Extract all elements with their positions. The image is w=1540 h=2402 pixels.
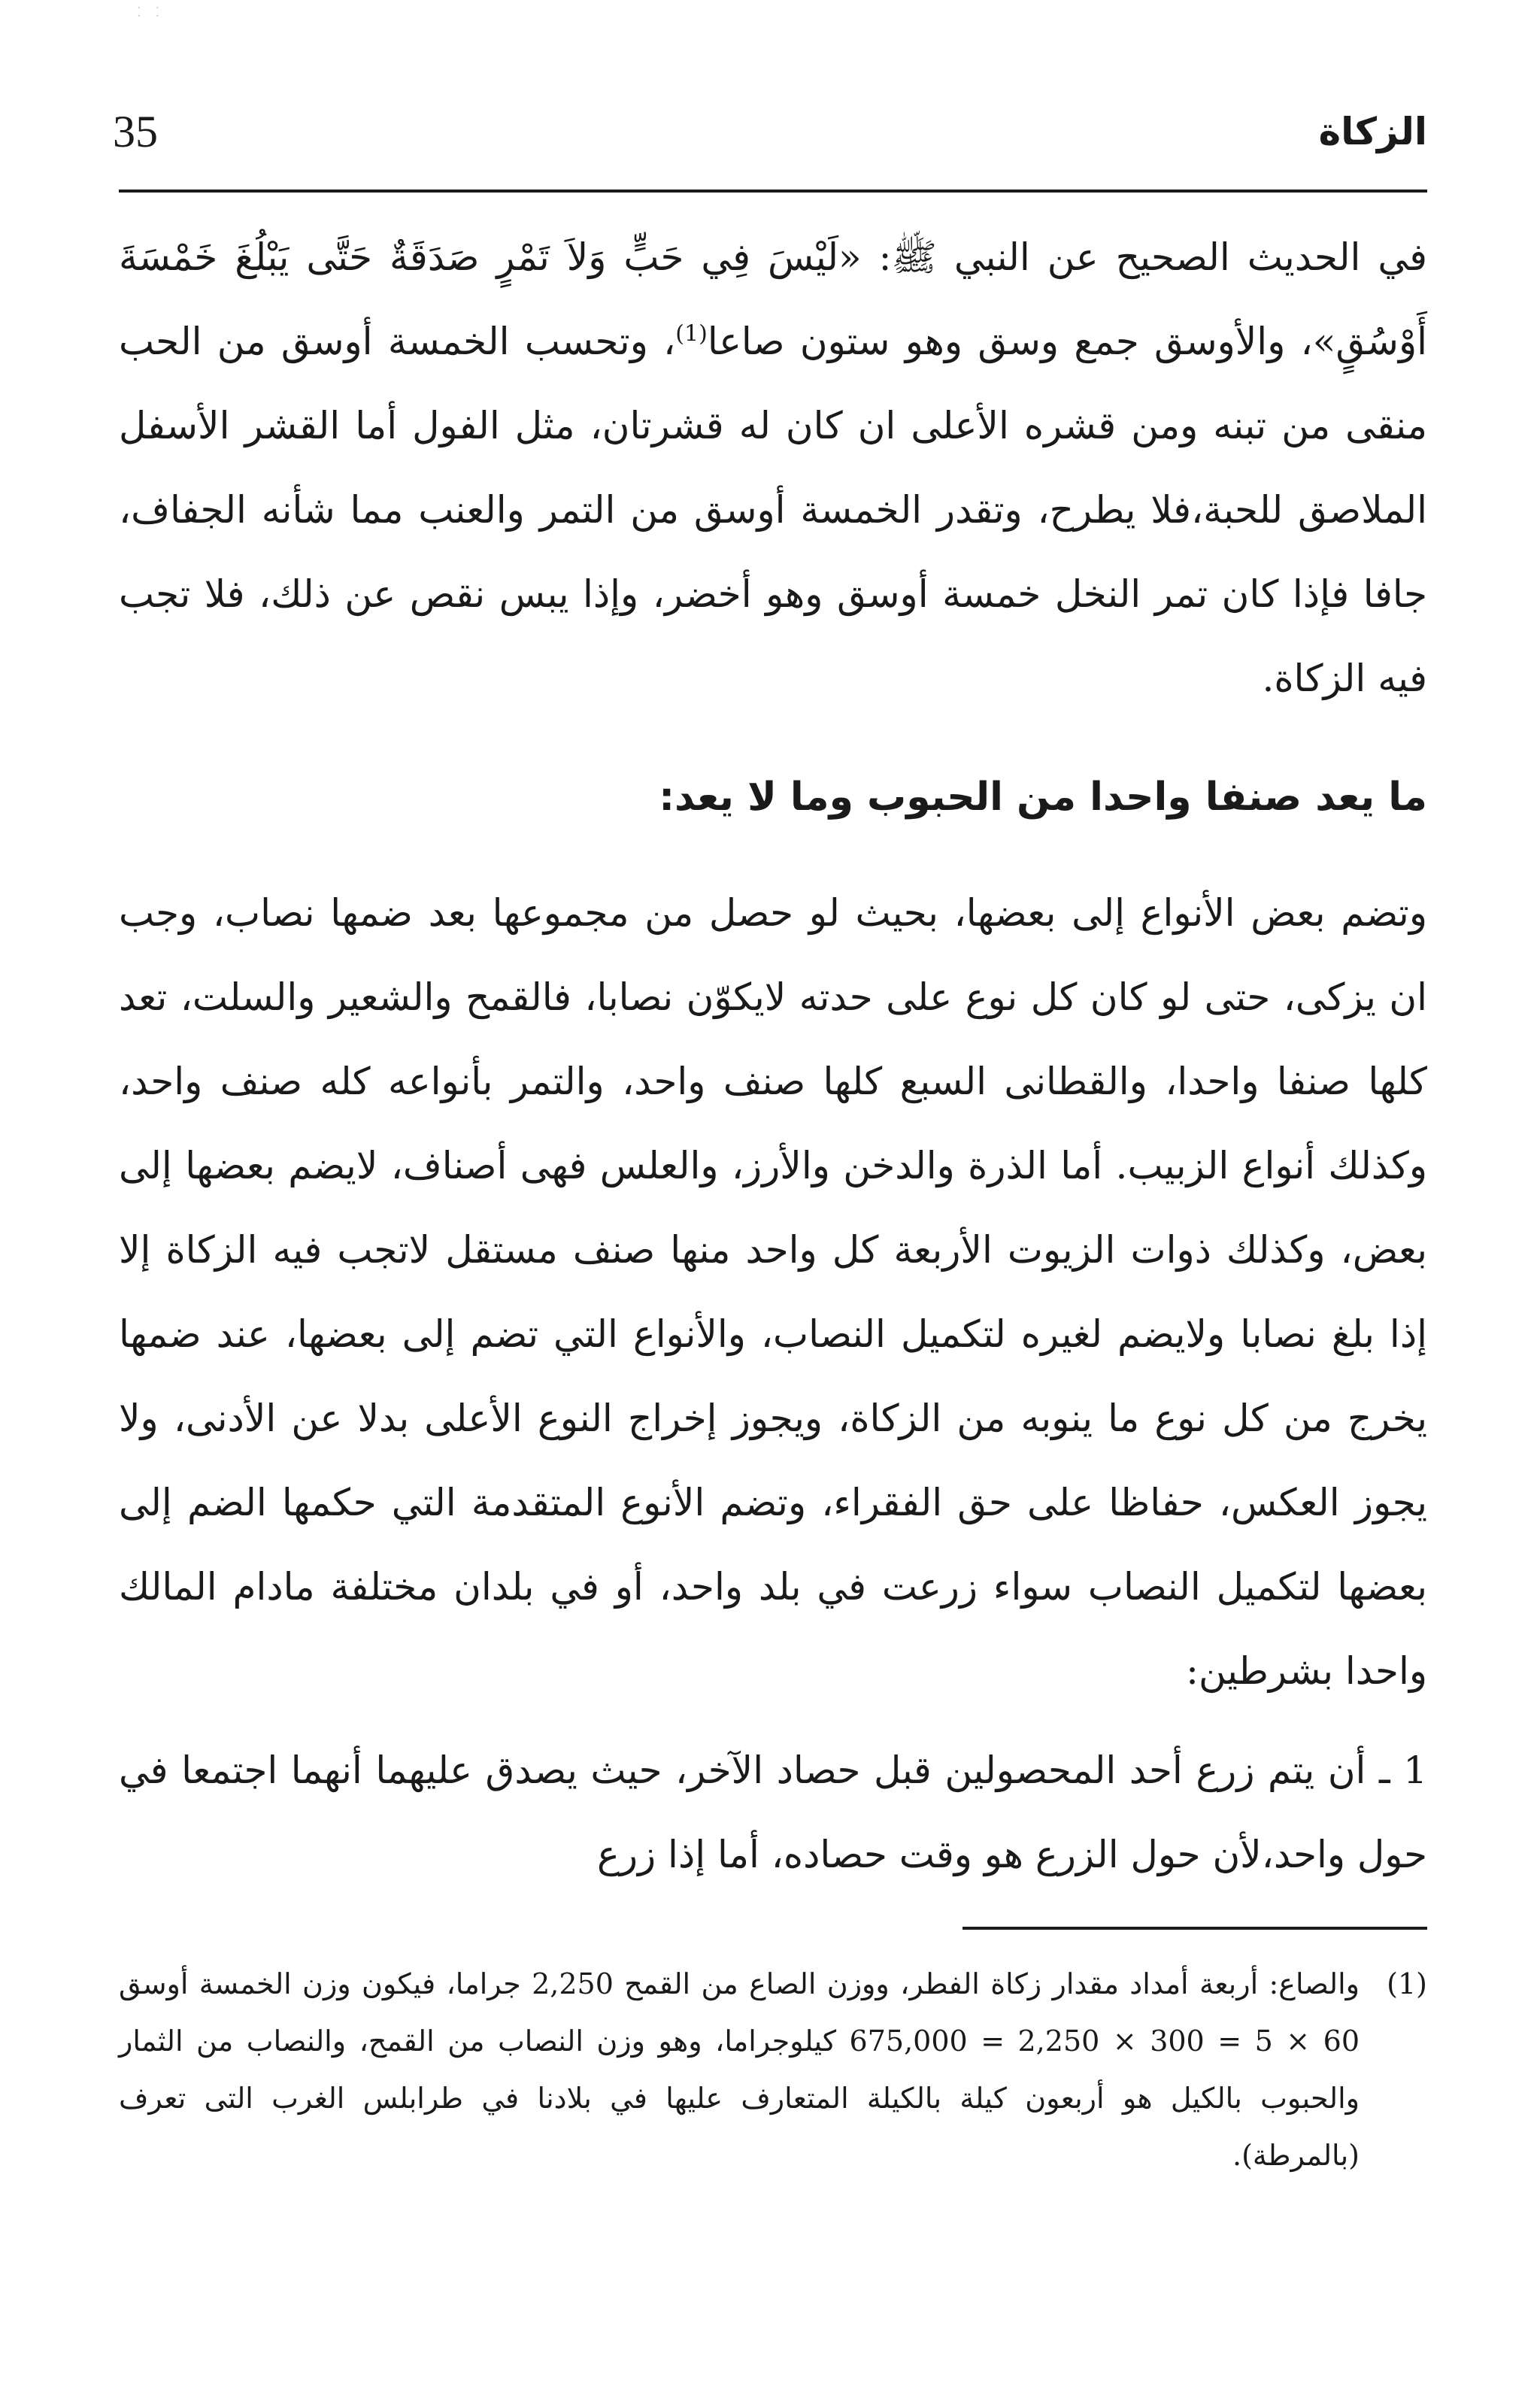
page-number: 35	[113, 107, 158, 156]
running-header	[113, 98, 1427, 165]
paragraph-condition-1: 1 ـ أن يتم زرع أحد المحصولين قبل حصاد الآخر، حيث يصدق عليهما أنهما اجتمعا في حول واحد،لأن حول الزرع هو وقت حصاده، أما إذا زرع	[119, 1748, 1427, 1876]
paragraph-hadith-text-end: ، وتحسب الخمسة أوسق من الحب منقى من تبنه ومن قشره الأعلى ان كان له قشرتان، مثل الفول أما القشر الأسفل الملاصق للحبة،فلا يطرح، وتقدر الخمسة أوسق من التمر والعنب مما شأنه الجفاف، جافا فإذا كان تمر النخل خمسة أوسق وهو أخضر، وإذا يبس نقص عن ذلك، فلا تجب فيه الزكاة.	[119, 320, 1427, 700]
scan-artifact: ⁚ ⁚	[137, 5, 163, 20]
footnote-reference: (1)	[675, 320, 708, 347]
paragraph-hadith-text-start: في الحديث الصحيح عن النبي ﷺ: «لَيْسَ فِي حَبٍّ وَلاَ تَمْرٍ صَدَقَةٌ حَتَّى يَبْلُغَ خَمْسَةَ أَوْسُقٍ»، والأوسق جمع وسق وهو ستون صاعا	[119, 235, 1427, 363]
paragraph-hadith	[119, 215, 1427, 720]
footnote-marker: (1)	[1387, 1967, 1427, 2000]
footnote-rule	[962, 1927, 1427, 1930]
footnote	[119, 1955, 1427, 2184]
running-title: الزكاة	[1318, 110, 1427, 153]
paragraph-grain-categories: وتضم بعض الأنواع إلى بعضها، بحيث لو حصل من مجموعها بعد ضمها نصاب، وجب ان يزكى، حتى لو كان كل نوع على حدته لايكوّن نصابا، فالقمح والشعير والسلت، تعد كلها صنفا واحدا، والقطانى السبع كلها صنف واحد، والتمر بأنواعه كله صنف واحد، وكذلك أنواع الزبيب. أما الذرة والدخن والأرز، والعلس فهى أصناف، لايضم بعضها إلى بعض، وكذلك ذوات الزيوت الأربعة كل واحد منها صنف مستقل لاتجب فيه الزكاة إلا إذا بلغ نصابا ولايضم لغيره لتكميل النصاب، والأنواع التي تضم إلى بعضها، عند ضمها يخرج من كل نوع ما ينوبه من الزكاة، ويجوز إخراج النوع الأعلى بدلا عن الأدنى، ولا يجوز العكس، حفاظا على حق الفقراء، وتضم الأنوع المتقدمة التي حكمها الضم إلى بعضها لتكميل النصاب سواء زرعت في بلد واحد، أو في بلدان مختلفة مادام المالك واحدا بشرطين:	[119, 891, 1427, 1693]
header-rule	[119, 190, 1427, 193]
footnote-text: والصاع: أربعة أمداد مقدار زكاة الفطر، ووزن الصاع من القمح 2,250 جراما، فيكون وزن الخمسة أوسق 60 × 5 = 300 × 2,250 = 675,000 كيلوجراما، وهو وزن النصاب من القمح، والنصاب من الثمار والحبوب بالكيل هو أربعون كيلة بالكيلة المتعارف عليها في بلادنا في طرابلس الغرب التى تعرف (بالمرطة).	[119, 1967, 1360, 2172]
section-heading: ما يعد صنفا واحدا من الحبوب وما لا يعد:	[659, 775, 1427, 820]
